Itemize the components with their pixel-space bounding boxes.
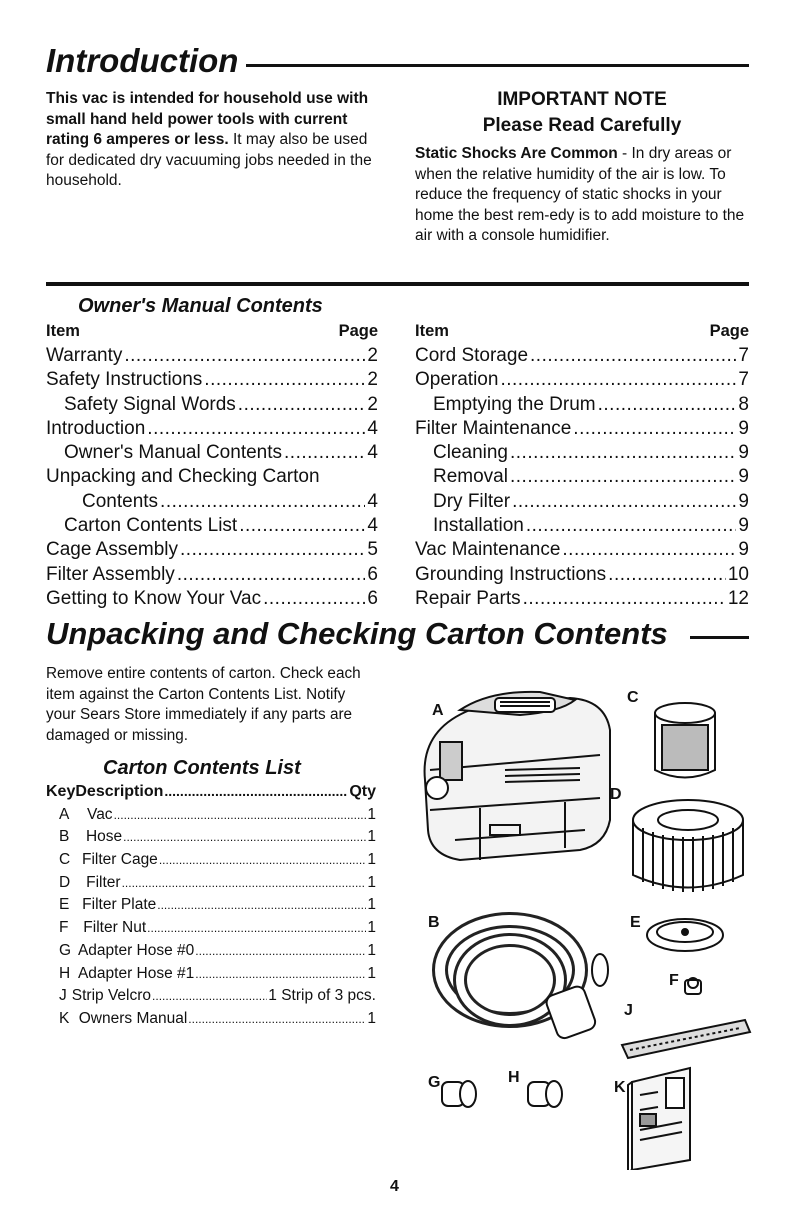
figure-label-b: B xyxy=(428,914,440,931)
figure-label-h: H xyxy=(508,1069,520,1086)
toc-entry: Filter Maintenance ..... 9 xyxy=(415,418,749,442)
toc-entry: Cord Storage ..... 7 xyxy=(415,345,749,369)
contents-heading: Owner's Manual Contents xyxy=(78,295,323,317)
figure-label-f: F xyxy=(669,972,679,989)
carton-item: C Filter Cage ..... 1 xyxy=(46,851,376,874)
contents-right-header xyxy=(415,322,749,341)
col-page-label: Page xyxy=(338,322,378,340)
unpacking-paragraph: Remove entire contents of carton. Check each item against the Carton Contents List. Notify your Sears Store immediately if any parts are damaged or missing. xyxy=(46,665,361,744)
toc-entry: Safety Signal Words ..... 2 xyxy=(46,394,378,418)
section-divider xyxy=(46,282,749,286)
toc-entry: Removal ..... 9 xyxy=(415,466,749,490)
toc-entry: Contents ..... 4 xyxy=(46,491,378,515)
vac-illustration xyxy=(425,692,610,860)
carton-item: E Filter Plate ..... 1 xyxy=(46,896,376,919)
figure-label-e: E xyxy=(630,914,641,931)
adapter-hose-1-illustration xyxy=(528,1081,562,1107)
important-note-body: - In dry areas or when the relative humidity of the air is low. To reduce the frequency of static shocks in your home the best rem-edy is to add moisture to the air with a console humidifier. xyxy=(415,145,745,244)
toc-entry: Grounding Instructions ..... 10 xyxy=(415,564,749,588)
filter-plate-illustration xyxy=(647,919,723,951)
toc-entry: Getting to Know Your Vac ..... 6 xyxy=(46,588,378,612)
toc-entry: Filter Assembly ..... 6 xyxy=(46,564,378,588)
col-item-label: Item xyxy=(415,322,449,340)
introduction-bold-text: This vac is intended for household use with small hand held power tools with current rating 6 amperes or less. xyxy=(46,90,369,148)
figure-label-j: J xyxy=(624,1002,633,1019)
toc-entry: Cage Assembly ..... 5 xyxy=(46,539,378,563)
figure-label-g: G xyxy=(428,1074,441,1091)
important-note-subtitle: Please Read Carefully xyxy=(482,115,682,136)
velcro-strip-illustration xyxy=(622,1020,750,1058)
carton-list-heading: Carton Contents List xyxy=(103,757,301,779)
filter-cage-illustration xyxy=(655,703,715,778)
carton-item: G Adapter Hose #0 ..... 1 xyxy=(46,942,376,965)
toc-entry: Carton Contents List ..... 4 xyxy=(46,515,378,539)
toc-entry: Installation ..... 9 xyxy=(415,515,749,539)
toc-entry: Safety Instructions ..... 2 xyxy=(46,369,378,393)
carton-item: H Adapter Hose #1 ..... 1 xyxy=(46,965,376,988)
carton-item: A Vac ..... 1 xyxy=(46,806,376,829)
adapter-hose-0-illustration xyxy=(442,1081,476,1107)
carton-list xyxy=(46,783,376,1033)
toc-entry: Introduction ..... 4 xyxy=(46,418,378,442)
important-note-lead: Static Shocks Are Common xyxy=(415,145,618,162)
col-page-label: Page xyxy=(709,322,749,340)
contents-left-header xyxy=(46,322,378,341)
important-note-title: IMPORTANT NOTE xyxy=(497,89,667,110)
carton-contents-illustration xyxy=(400,670,760,1170)
toc-entry: Warranty ..... 2 xyxy=(46,345,378,369)
figure-label-d: D xyxy=(610,786,622,803)
col-item-label: Item xyxy=(46,322,80,340)
toc-entry: Repair Parts ..... 12 xyxy=(415,588,749,612)
toc-entry: Emptying the Drum ..... 8 xyxy=(415,394,749,418)
carton-item: F Filter Nut ..... 1 xyxy=(46,919,376,942)
contents-left-column xyxy=(46,322,378,612)
figure-label-k: K xyxy=(614,1079,626,1096)
toc-entry: Owner's Manual Contents ..... 4 xyxy=(46,442,378,466)
contents-right-column xyxy=(415,322,749,612)
heading-rule xyxy=(246,64,749,67)
carton-item: D Filter ..... 1 xyxy=(46,874,376,897)
toc-entry: Vac Maintenance ..... 9 xyxy=(415,539,749,563)
figure-label-c: C xyxy=(627,689,639,706)
carton-item: J Strip Velcro ..... 1 Strip of 3 pcs. xyxy=(46,987,376,1010)
filter-illustration xyxy=(633,800,743,892)
carton-item: B Hose ..... 1 xyxy=(46,828,376,851)
filter-nut-illustration xyxy=(685,978,701,994)
important-note xyxy=(415,87,749,247)
carton-item: K Owners Manual ..... 1 xyxy=(46,1010,376,1033)
introduction-text: It may also be used for dedicated dry vacuuming jobs needed in the household. xyxy=(46,131,372,189)
introduction-heading: Introduction xyxy=(46,42,239,79)
toc-entry: Dry Filter ..... 9 xyxy=(415,491,749,515)
toc-entry: Unpacking and Checking Carton xyxy=(46,466,320,488)
hose-illustration xyxy=(440,920,608,1040)
toc-entry: Operation ..... 7 xyxy=(415,369,749,393)
unpacking-heading: Unpacking and Checking Carton Contents xyxy=(46,616,668,651)
page-number: 4 xyxy=(390,1178,399,1195)
introduction-paragraph xyxy=(46,89,381,192)
unpacking-heading-rule xyxy=(690,636,749,639)
important-note-text xyxy=(415,144,749,247)
carton-list-header: Key Description ..... Qty xyxy=(46,783,376,806)
figure-label-a: A xyxy=(432,702,444,719)
toc-entry: Cleaning ..... 9 xyxy=(415,442,749,466)
owners-manual-illustration xyxy=(628,1068,690,1170)
